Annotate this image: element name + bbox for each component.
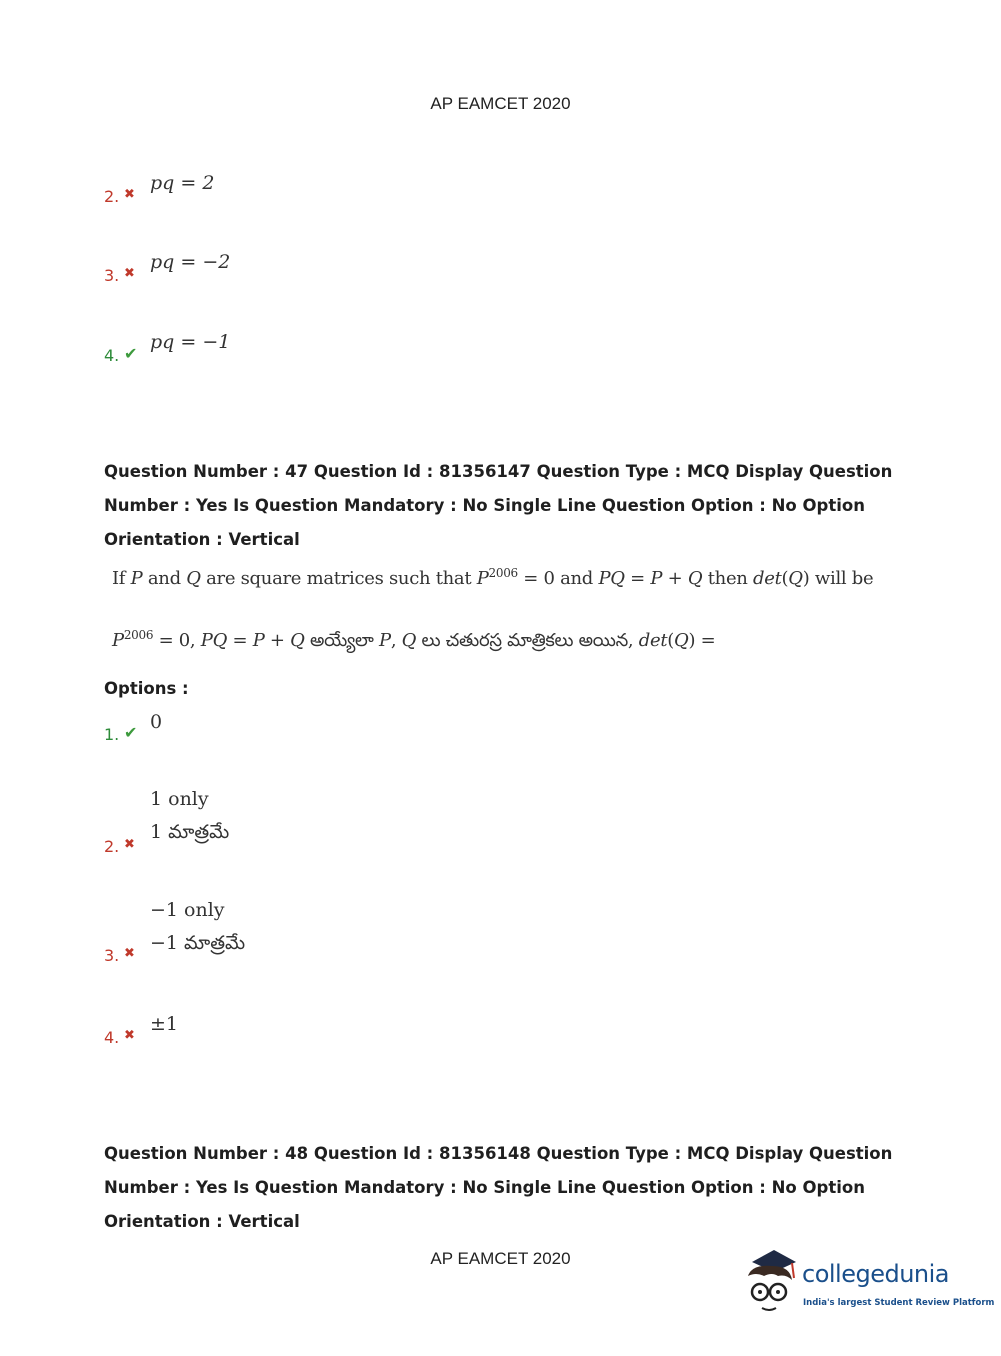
check-icon: ✔ [124, 723, 138, 742]
option-expression: pq = −1 [150, 331, 231, 353]
page-footer: AP EAMCET 2020 [430, 1249, 571, 1268]
check-icon: ✔ [124, 344, 138, 363]
question-48-meta: Question Number : 48 Question Id : 81356148 Question Type : MCQ Display Question Number : Yes Is Question Mandatory : No Single Line Question Option : No Option Orientation : Vertical [104, 1144, 893, 1231]
option-line-2: −1 మాత్రమే [150, 932, 246, 954]
question-47-meta: Question Number : 47 Question Id : 81356147 Question Type : MCQ Display Question Number : Yes Is Question Mandatory : No Single Line Question Option : No Option Orientation : Vertical [104, 462, 893, 549]
option-line-1: 1 only [150, 788, 209, 810]
option-number: 3. [104, 266, 120, 285]
option-line-1: 0 [150, 711, 163, 733]
logo-wordmark: collegedunia [802, 1260, 950, 1288]
option-line-1: −1 only [150, 899, 225, 921]
cross-icon: ✖ [124, 1028, 135, 1043]
option-number: 4. [104, 1028, 120, 1047]
cross-icon: ✖ [124, 187, 135, 202]
option-number: 1. [104, 725, 120, 744]
option-number: 2. [104, 187, 120, 206]
option-expression: pq = −2 [150, 251, 231, 273]
cross-icon: ✖ [124, 266, 135, 281]
options-label: Options : [104, 679, 189, 698]
option-number: 2. [104, 837, 120, 856]
question-47-english: If P and Q are square matrices such that $P^{2006} = 0$ and PQ = P + Q then det(Q) will be [112, 566, 874, 589]
collegedunia-logo [742, 1248, 995, 1318]
logo-tagline: India's largest Student Review Platform [803, 1298, 995, 1308]
option-number: 3. [104, 946, 120, 965]
option-expression: pq = 2 [150, 172, 215, 194]
question-47-telugu: $P^{2006} = 0$, PQ = P + Q అయ్యేలా P, Q లు చతురస్ర మాత్రికలు అయిన, det(Q) = [112, 628, 716, 651]
page-header: AP EAMCET 2020 [430, 94, 571, 113]
mascot-icon [742, 1248, 802, 1318]
option-line-2: 1 మాత్రమే [150, 821, 230, 843]
cross-icon: ✖ [124, 837, 135, 852]
cross-icon: ✖ [124, 946, 135, 961]
option-line-1: ±1 [150, 1013, 179, 1035]
option-number: 4. [104, 346, 120, 365]
